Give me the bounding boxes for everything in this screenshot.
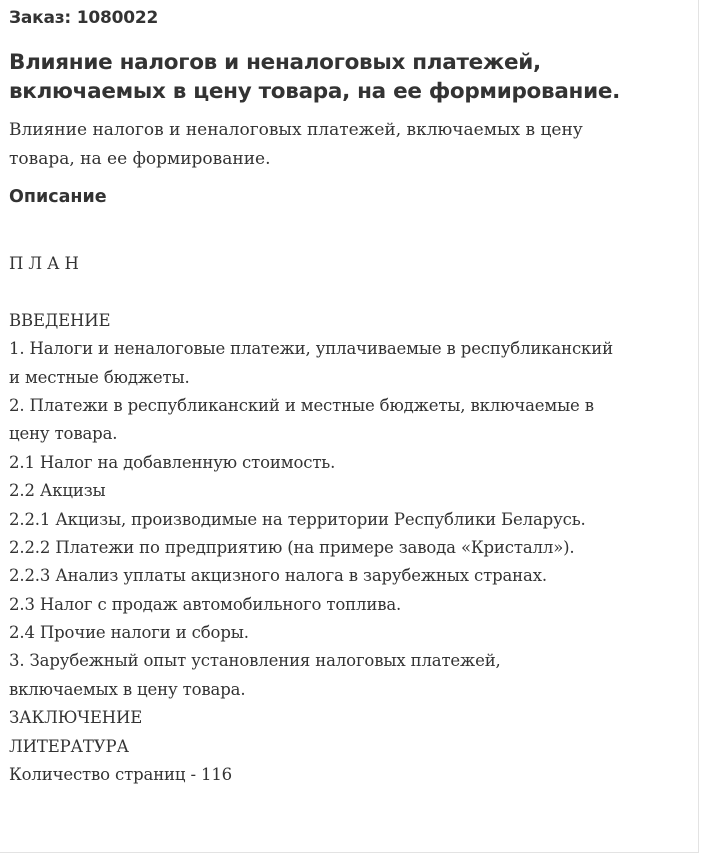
toc-entry: 2.2 Акцизы <box>9 481 106 501</box>
toc-entry: 2.4 Прочие налоги и сборы. <box>9 623 249 643</box>
page-title-line: включаемых в цену товара, на ее формирование. <box>9 79 620 104</box>
toc-entry: 1. Налоги и неналоговые платежи, уплачиваемые в республиканский <box>9 339 613 359</box>
toc-entry: цену товара. <box>9 424 118 444</box>
toc-entry: и местные бюджеты. <box>9 367 190 387</box>
description-heading: Описание <box>9 187 107 207</box>
toc-entry: 2.2.3 Анализ уплаты акцизного налога в зарубежных странах. <box>9 566 547 586</box>
toc-entry: ЗАКЛЮЧЕНИЕ <box>9 708 143 728</box>
description-body <box>9 250 694 789</box>
order-number: Заказ: 1080022 <box>9 8 159 28</box>
toc-entry: 2.2.2 Платежи по предприятию (на примере завода «Кристалл»). <box>9 537 575 557</box>
blank-line <box>9 278 694 306</box>
plan-heading: П Л А Н <box>9 254 79 273</box>
toc-entry: ВВЕДЕНИЕ <box>9 310 111 330</box>
toc-entry: ЛИТЕРАТУРА <box>9 736 129 756</box>
page-subtitle-line: Влияние налогов и неналоговых платежей, включаемых в цену <box>9 120 583 140</box>
page-count: Количество страниц - 116 <box>9 765 233 785</box>
page-subtitle <box>9 116 689 173</box>
page-title <box>9 48 689 106</box>
toc-entry: 2.2.1 Акцизы, производимые на территории Республики Беларусь. <box>9 509 586 529</box>
toc-entry: 3. Зарубежный опыт установления налоговых платежей, <box>9 651 501 671</box>
toc-entry: 2. Платежи в республиканский и местные бюджеты, включаемые в <box>9 395 594 415</box>
toc-entry: 2.3 Налог с продаж автомобильного топлива. <box>9 594 402 614</box>
toc-entry: включаемых в цену товара. <box>9 679 246 699</box>
toc-entry: 2.1 Налог на добавленную стоимость. <box>9 452 336 472</box>
page-subtitle-line: товара, на ее формирование. <box>9 148 271 169</box>
page-title-line: Влияние налогов и неналоговых платежей, <box>9 50 541 75</box>
